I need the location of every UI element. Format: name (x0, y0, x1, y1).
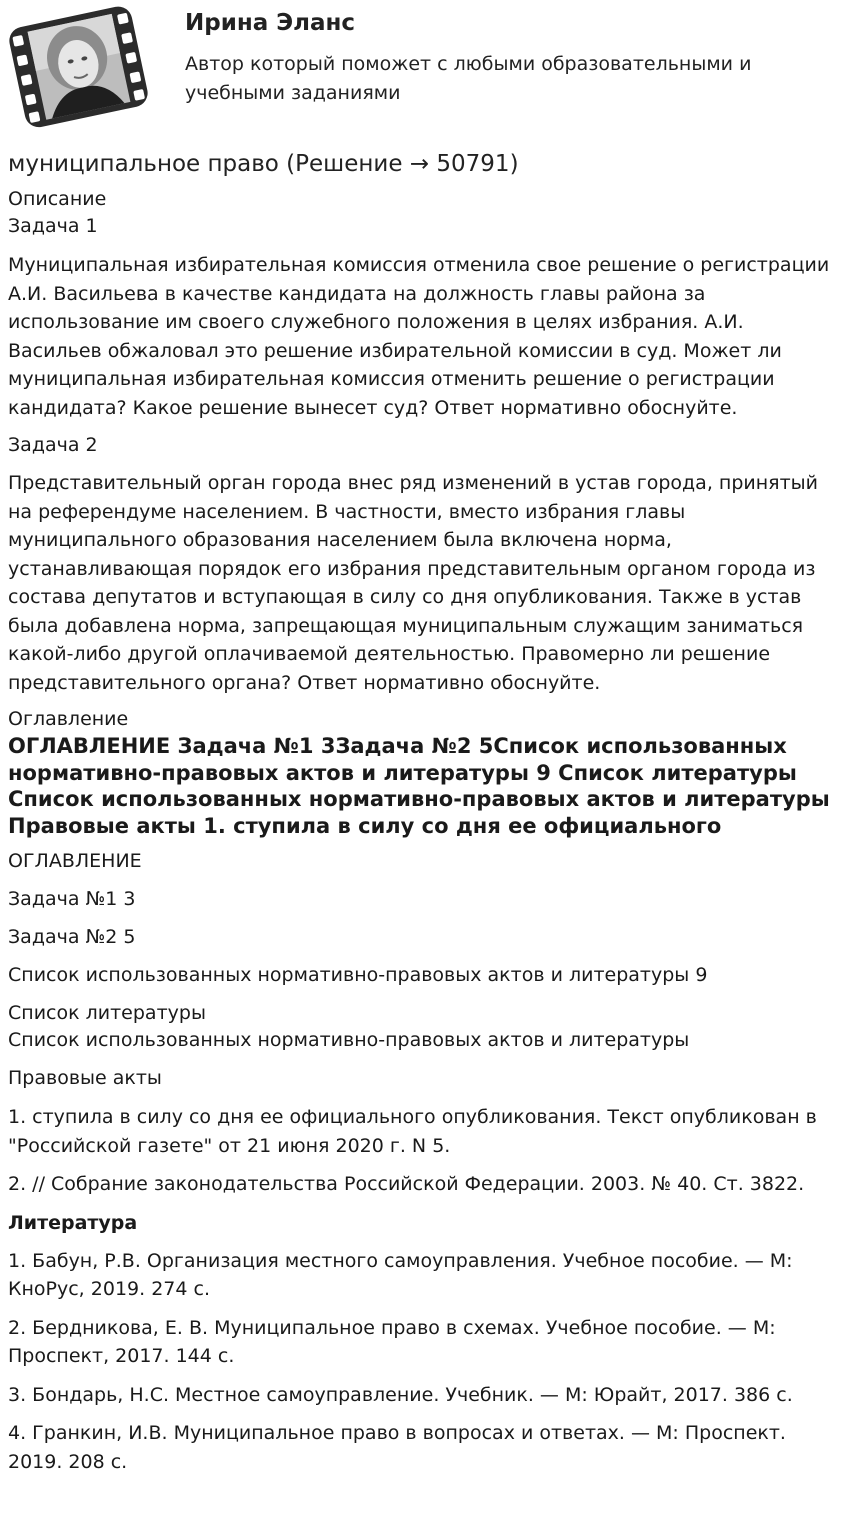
legal-acts-label: Правовые акты (8, 1067, 162, 1089)
literature-item: 2. Бердникова, Е. В. Муниципальное право в схемах. Учебное пособие. — М: Проспект, 2017. 144 с. (8, 1316, 776, 1367)
lit-list-full: Список использованных нормативно-правовых актов и литературы (8, 1029, 690, 1051)
literature-item: 1. Бабун, Р.В. Организация местного самоуправления. Учебное пособие. — М: КноРус, 2019. 274 с. (8, 1249, 793, 1300)
legal-act-item: 2. // Собрание законодательства Российской Федерации. 2003. № 40. Ст. 3822. (8, 1173, 805, 1195)
page-title: муниципальное право (Решение → 50791) (8, 151, 519, 177)
task1-text: Муниципальная избирательная комиссия отменила свое решение о регистрации А.И. Васильева в качестве кандидата на должность главы района за использование им своего служебного положения в целях избрания. А.И. Васильев обжаловал это решение избирательной комиссии в суд. Может ли муниципальная избирательная комиссия отменить решение о регистрации кандидата? Какое решение вынесет суд? Ответ нормативно обоснуйте. (8, 254, 830, 419)
toc-heading: ОГЛАВЛЕНИЕ (8, 850, 142, 872)
task1-label: Задача 1 (8, 215, 98, 237)
author-name[interactable]: Ирина Эланс (185, 10, 356, 36)
toc-item: Список использованных нормативно-правовых актов и литературы 9 (8, 964, 708, 986)
task2-label: Задача 2 (8, 434, 98, 456)
legal-act-item: 1. ступила в силу со дня ее официального опубликования. Текст опубликован в "Российской газете" от 21 июня 2020 г. N 5. (8, 1106, 817, 1157)
description-label: Описание (8, 188, 107, 210)
film-frame-avatar-icon (6, 6, 151, 128)
literature-heading: Литература (8, 1211, 138, 1234)
toc-item: Задача №1 3 (8, 888, 136, 910)
main-content (8, 148, 838, 1476)
toc-item: Задача №2 5 (8, 926, 136, 948)
literature-item: 3. Бондарь, Н.С. Местное самоуправление. Учебник. — М: Юрайт, 2017. 386 с. (8, 1383, 793, 1406)
author-header (0, 0, 847, 140)
toc-label: Оглавление (8, 708, 129, 730)
toc-summary: ОГЛАВЛЕНИЕ Задача №1 3Задача №2 5Список использованных нормативно-правовых актов и литературы 9 Список литературы Список использованных нормативно-правовых актов и литературы Правовые акты 1. ступила в силу со дня ее официального (8, 734, 830, 838)
literature-item: 4. Гранкин, И.В. Муниципальное право в вопросах и ответах. — М: Проспект. 2019. 208 с. (8, 1422, 786, 1473)
author-description: Автор который поможет с любыми образовательными и учебными заданиями (185, 53, 752, 104)
author-avatar (6, 6, 151, 128)
lit-list-label: Список литературы (8, 1002, 206, 1024)
task2-text: Представительный орган города внес ряд изменений в устав города, принятый на референдуме населением. В частности, вместо избрания главы муниципального образования населением была включена норма, устанавливающая порядок его избрания представительным органом города из состава депутатов и вступающая в силу со дня опубликования. Также в устав была добавлена норма, запрещающая муниципальным служащим заниматься какой-либо другой оплачиваемой деятельностью. Правомерно ли решение представительного органа? Ответ нормативно обоснуйте. (8, 472, 819, 694)
